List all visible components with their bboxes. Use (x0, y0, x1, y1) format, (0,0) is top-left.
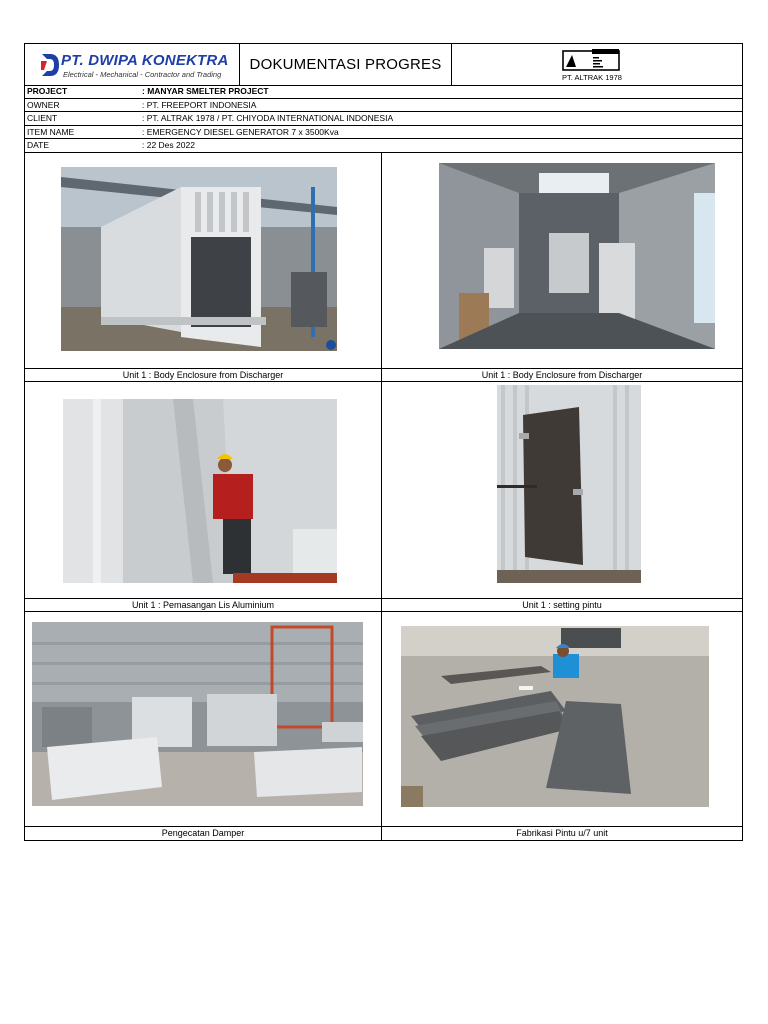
photo-caption: Pengecatan Damper (161, 828, 245, 838)
photo-row-1 (25, 153, 742, 383)
photo-caption: Unit 1 : setting pintu (522, 600, 602, 610)
dwipa-logo-icon (39, 52, 61, 78)
info-row-project (25, 85, 742, 99)
generator-enclosure-exterior-photo (61, 167, 337, 351)
partner-logo-block (452, 44, 742, 85)
project-info-table (25, 85, 742, 153)
info-label: CLIENT (27, 113, 58, 123)
partner-name: PT. ALTRAK 1978 (562, 73, 622, 82)
photo-row-3 (25, 612, 742, 841)
info-label: PROJECT (27, 86, 68, 96)
info-row-date (25, 139, 742, 153)
company-tagline: Electrical - Mechanical - Contractor and Trading (63, 70, 222, 79)
photo-caption: Fabrikasi Pintu u/7 unit (516, 828, 608, 838)
info-value: : 22 Des 2022 (142, 140, 195, 150)
info-row-owner (25, 99, 742, 113)
info-label: OWNER (27, 99, 60, 110)
caption-bar (25, 826, 742, 840)
info-value: : MANYAR SMELTER PROJECT (142, 86, 269, 96)
photo-caption: Unit 1 : Pemasangan Lis Aluminium (131, 600, 275, 610)
damper-painting-photo (32, 622, 363, 806)
document-header (25, 44, 742, 86)
photo-caption: Unit 1 : Body Enclosure from Discharger (481, 370, 643, 380)
door-setting-photo (497, 385, 641, 583)
progress-document (24, 43, 743, 841)
door-fabrication-photo (401, 626, 709, 807)
photo-row-2 (25, 382, 742, 613)
info-value: : EMERGENCY DIESEL GENERATOR 7 x 3500Kva (142, 126, 339, 137)
info-label: DATE (27, 140, 50, 150)
caption-bar (25, 368, 742, 382)
info-row-item-name (25, 126, 742, 140)
worker-installing-aluminium-photo (63, 399, 337, 583)
info-value: : PT. FREEPORT INDONESIA (142, 99, 257, 110)
enclosure-interior-photo (439, 163, 715, 349)
info-label: ITEM NAME (27, 126, 75, 137)
info-row-client (25, 112, 742, 126)
document-title: DOKUMENTASI PROGRES (240, 44, 452, 85)
info-value: : PT. ALTRAK 1978 / PT. CHIYODA INTERNATIONAL INDONESIA (142, 113, 394, 123)
company-name: PT. DWIPA KONEKTRA (61, 52, 229, 69)
caption-bar (25, 598, 742, 612)
company-logo-block (25, 44, 240, 85)
photo-caption: Unit 1 : Body Enclosure from Discharger (122, 370, 284, 380)
altrak-logo-icon (562, 48, 622, 72)
